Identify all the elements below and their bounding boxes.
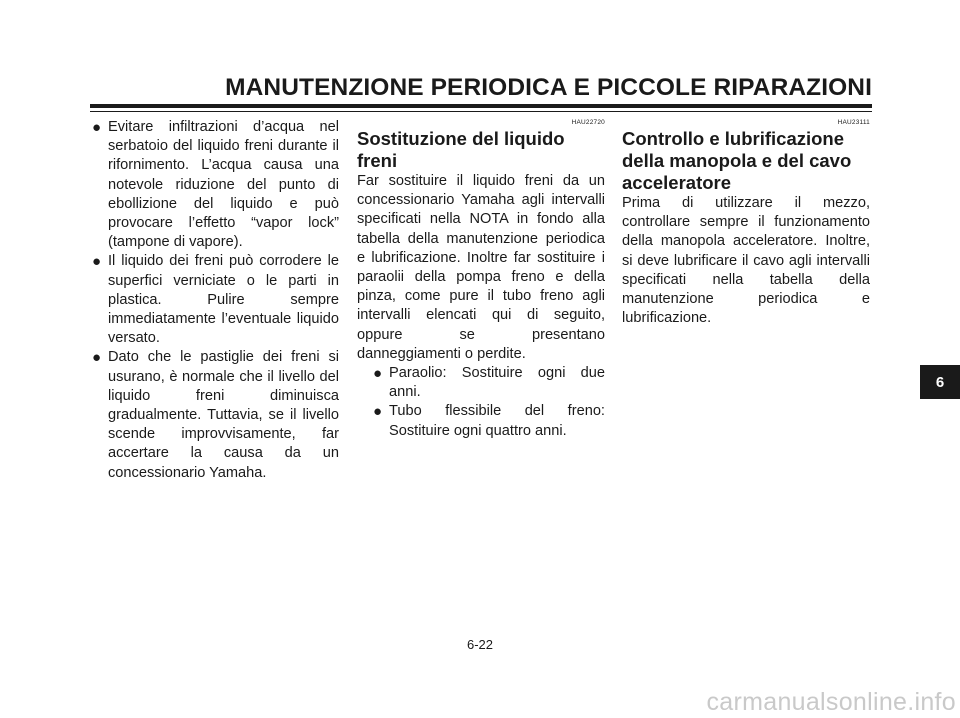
bullet-icon: ● xyxy=(92,119,102,136)
list-item xyxy=(373,402,605,440)
warning-bullet xyxy=(92,348,339,482)
middle-column xyxy=(357,118,605,441)
warning-bullet xyxy=(92,252,339,348)
header-rule-thin xyxy=(90,111,872,112)
bullet-icon: ● xyxy=(92,253,102,271)
bullet-icon: ● xyxy=(373,403,383,421)
section-body: Prima di utilizzare il mezzo, controllare sempre il funzionamento della manopola acceleratore. Inoltre, si deve lubrificare il cavo agli intervalli specificati nella tabella della manutenzione periodica e lubrificazione. xyxy=(622,195,870,327)
right-column xyxy=(622,118,870,328)
page-number: 6-22 xyxy=(466,637,494,652)
bullet-text: Paraolio: Sostituire ogni due anni. xyxy=(389,365,605,401)
bullet-text: Il liquido dei freni può corrodere le superfici verniciate o le parti in plastica. Pulire sempre immediatamente l’eventuale liquido versato. xyxy=(108,253,339,347)
replacement-interval-list xyxy=(373,364,605,441)
left-column xyxy=(92,118,339,483)
bullet-icon: ● xyxy=(373,365,383,383)
bullet-text: Tubo flessibile del freno: Sostituire ogni quattro anni. xyxy=(389,403,605,439)
section-heading: Sostituzione del liquido freni xyxy=(357,128,565,171)
section-heading: Controllo e lubrificazione della manopola e del cavo acceleratore xyxy=(622,128,852,193)
bullet-text: Evitare infiltrazioni d’acqua nel serbatoio del liquido freni durante il rifornimento. L’acqua causa una notevole riduzione del punto di ebollizione del liquido e può provocare l’effetto “vapor lock” (tampone di vapore). xyxy=(108,119,339,251)
list-item xyxy=(373,364,605,402)
chapter-tab: 6 xyxy=(920,365,960,399)
reference-code: HAU23111 xyxy=(837,119,870,126)
bullet-text: Dato che le pastiglie dei freni si usurano, è normale che il livello del liquido freni diminuisca gradualmente. Tuttavia, se il livello scende improvvisamente, far accertare la causa da un concessionario Yamaha. xyxy=(108,349,339,481)
section-header-title: MANUTENZIONE PERIODICA E PICCOLE RIPARAZIONI xyxy=(225,74,872,101)
warning-bullet xyxy=(92,118,339,252)
bullet-icon: ● xyxy=(92,349,102,367)
watermark: carmanualsonline.info xyxy=(706,688,956,716)
header-rule-thick xyxy=(90,104,872,108)
section-body: Far sostituire il liquido freni da un concessionario Yamaha agli intervalli specificati nella NOTA in fondo alla tabella della manutenzione periodica e lubrificazione. Inoltre far sostituire i paraolii della pompa freno e della pinza, come pure il tubo freno agli intervalli elencati qui di seguito, oppure se presentano danneggiamenti o perdite. xyxy=(357,173,605,362)
reference-code: HAU22720 xyxy=(571,119,605,126)
